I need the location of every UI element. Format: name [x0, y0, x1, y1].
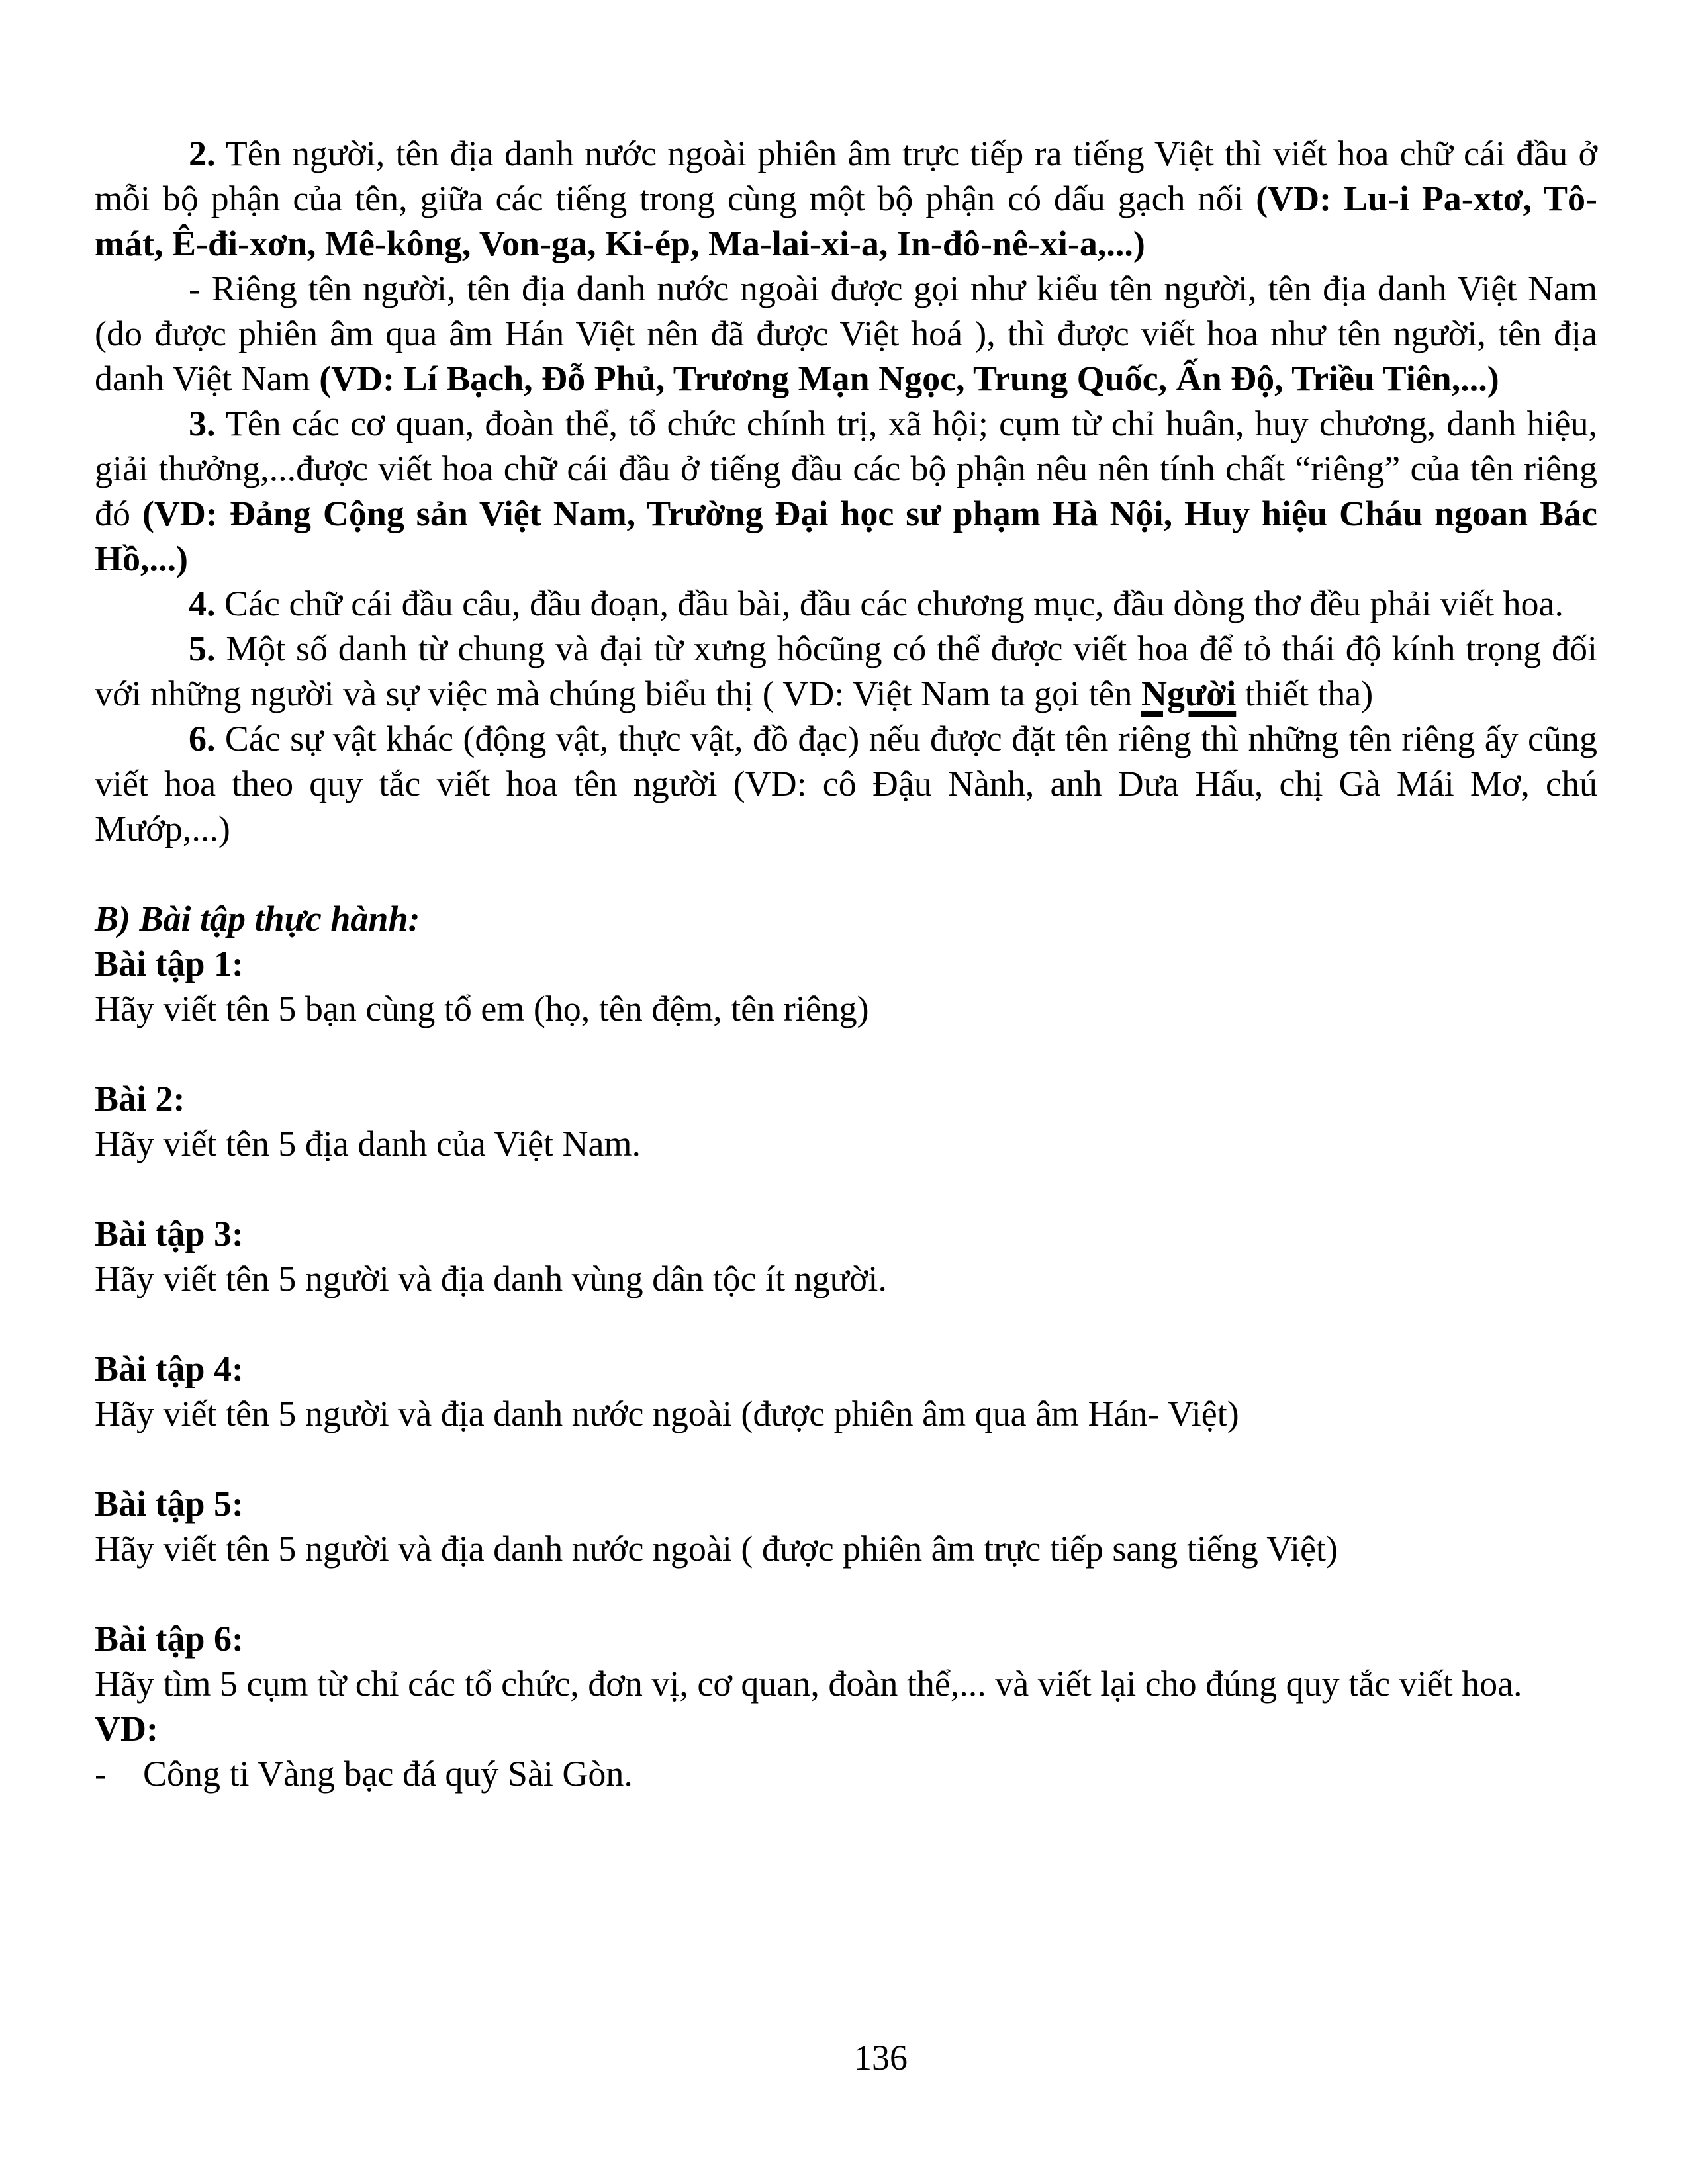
section-heading — [95, 896, 1597, 941]
text-run: Bài tập 4: — [95, 1349, 244, 1388]
exercise-title — [95, 1616, 1597, 1661]
text-run: Bài tập 1: — [95, 944, 244, 983]
blank-line — [95, 1031, 1597, 1076]
text-run: Một số danh từ chung và đại từ xưng hôcũng có thể được viết hoa để tỏ thái độ kính trọng đối với những người và sự việc mà chúng biểu thị ( VD: Việt Nam ta gọi tên — [95, 629, 1597, 713]
list-dash-marker: - — [95, 1754, 107, 1794]
exercise-title — [95, 941, 1597, 986]
text-run: Hãy tìm 5 cụm từ chỉ các tổ chức, đơn vị, cơ quan, đoàn thể,... và viết lại cho đúng quy tắc viết hoa. — [95, 1664, 1523, 1704]
rule-paragraph — [95, 626, 1597, 716]
text-run: Hãy viết tên 5 người và địa danh nước ngoài (được phiên âm qua âm Hán- Việt) — [95, 1394, 1239, 1433]
exercise-title — [95, 1346, 1597, 1391]
exercise-prompt — [95, 1121, 1597, 1166]
text-run: - Riêng tên người, tên địa danh nước ngoài được gọi như kiểu tên người, tên địa danh Việt Nam (do được phiên âm qua âm Hán Việt nên đã được Việt hoá ), thì được viết hoa như tên người, tên địa danh Việt Nam — [95, 269, 1597, 398]
exercise-title — [95, 1211, 1597, 1256]
text-run: 3. — [189, 404, 216, 443]
exercise-prompt — [95, 1391, 1597, 1436]
text-run: Bài tập 6: — [95, 1619, 244, 1659]
text-run: Hãy viết tên 5 người và địa danh nước ngoài ( được phiên âm trực tiếp sang tiếng Việt) — [95, 1529, 1338, 1569]
text-run: (VD: Lu-i Pa-xtơ, Tô- mát, Ê-đi-xơn, Mê-kông, Von-ga, Ki-ép, Ma-lai-xi-a, In-đô-nê-xi-a,...) — [95, 179, 1598, 263]
exercise-title — [95, 1706, 1597, 1751]
text-run: thiết tha) — [1236, 674, 1374, 713]
exercise-title — [95, 1076, 1597, 1121]
rule-paragraph — [95, 716, 1597, 851]
blank-line — [95, 1166, 1597, 1211]
text-run: Hãy viết tên 5 bạn cùng tổ em (họ, tên đệm, tên riêng) — [95, 989, 869, 1028]
blank-line — [95, 1436, 1597, 1481]
text-run: Hãy viết tên 5 địa danh của Việt Nam. — [95, 1124, 641, 1163]
text-run: Tên người, tên địa danh nước ngoài phiên âm trực tiếp ra tiếng Việt thì viết hoa chữ cái đầu ở mỗi bộ phận của tên, giữa các tiếng trong cùng một bộ phận có dấu gạch nối — [95, 134, 1597, 218]
blank-line — [95, 1301, 1597, 1346]
page-number: 136 — [854, 2038, 908, 2077]
text-run: 4. — [189, 584, 216, 623]
rule-paragraph — [95, 401, 1597, 581]
text-run: (VD: Lí Bạch, Đỗ Phủ, Trương Mạn Ngọc, Trung Quốc, Ấn Độ, Triều Tiên,...) — [319, 359, 1499, 398]
text-run: Hãy viết tên 5 người và địa danh vùng dân tộc ít người. — [95, 1259, 887, 1298]
text-run: 5. — [189, 629, 216, 668]
text-run: Người — [1141, 674, 1237, 713]
exercise-title — [95, 1481, 1597, 1526]
text-run: Các sự vật khác (động vật, thực vật, đồ đạc) nếu được đặt tên riêng thì những tên riêng ấy cũng viết hoa theo quy tắc viết hoa tên người (VD: cô Đậu Nành, anh Dưa Hấu, chị Gà Mái Mơ, chú Mướp,...) — [95, 719, 1597, 848]
text-run: Bài tập 5: — [95, 1484, 244, 1524]
blank-line — [95, 1571, 1597, 1616]
page-content — [95, 131, 1597, 1796]
example-list-item — [95, 1751, 1597, 1796]
rule-paragraph — [95, 131, 1597, 266]
rule-paragraph — [95, 581, 1597, 626]
text-run: Tên các cơ quan, đoàn thể, tổ chức chính trị, xã hội; cụm từ chỉ huân, huy chương, danh hiệu, giải thưởng,...được viết hoa chữ cái đầu ở tiếng đầu các bộ phận nêu nên tính chất “riêng” của tên riêng đó — [95, 404, 1597, 533]
text-run: B) Bài tập thực hành: — [95, 899, 420, 938]
text-run: Các chữ cái đầu câu, đầu đoạn, đầu bài, đầu các chương mục, đầu dòng thơ đều phải viết hoa. — [215, 584, 1564, 623]
text-run: Bài 2: — [95, 1079, 185, 1118]
rule-paragraph — [95, 266, 1597, 401]
exercise-prompt — [95, 1256, 1597, 1301]
exercise-prompt — [95, 1661, 1597, 1706]
text-run: Bài tập 3: — [95, 1214, 244, 1253]
exercise-prompt — [95, 1526, 1597, 1571]
text-run: (VD: Đảng Cộng sản Việt Nam, Trường Đại học sư phạm Hà Nội, Huy hiệu Cháu ngoan Bác Hồ,...) — [95, 494, 1597, 578]
text-run: VD: — [95, 1709, 158, 1749]
text-run: Công ti Vàng bạc đá quý Sài Gòn. — [143, 1754, 633, 1794]
exercise-prompt — [95, 986, 1597, 1031]
text-run: 2. — [189, 134, 216, 173]
text-run: 6. — [189, 719, 216, 758]
blank-line — [95, 851, 1597, 896]
